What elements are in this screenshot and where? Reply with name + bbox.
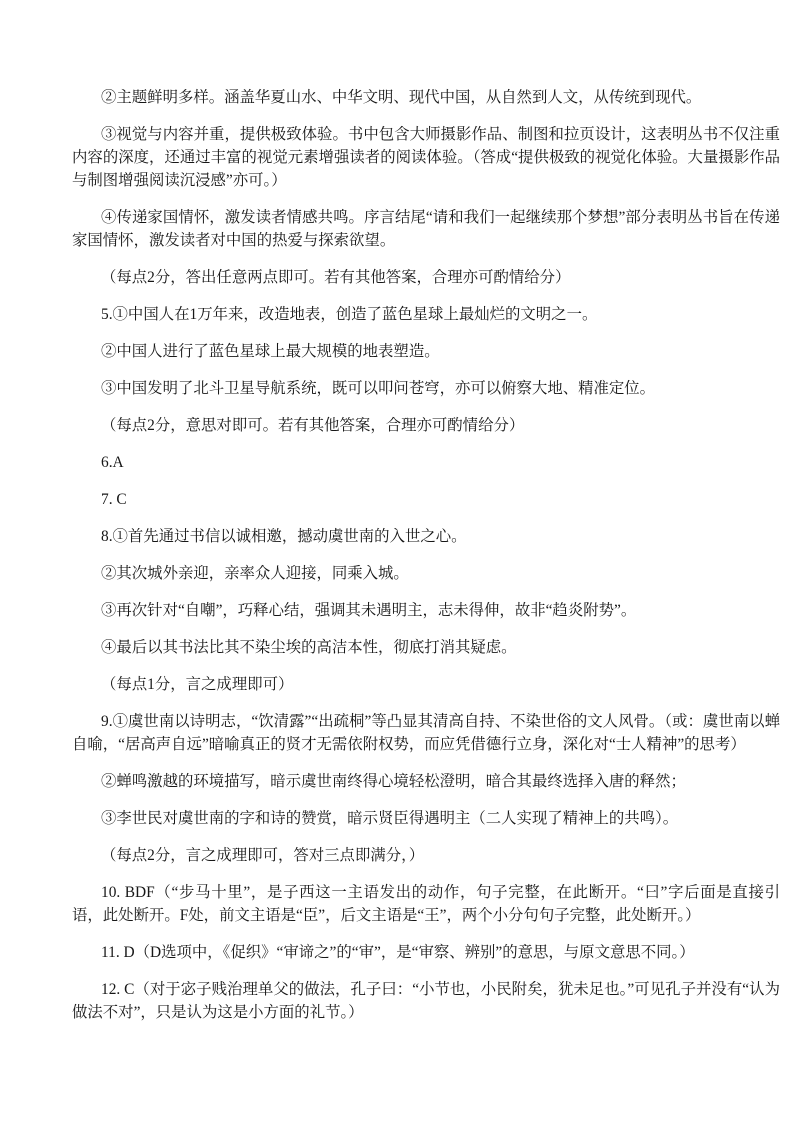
answer-paragraph: （每点2分，意思对即可。若有其他答案，合理亦可酌情给分） [101,417,525,434]
answer-paragraph: ③视觉与内容并重，提供极致体验。书中包含大师摄影作品、制图和拉页设计，这表明丛书不仅注重内容的深度，还通过丰富的视觉元素增强读者的阅读体验。（答成“提供极致的视觉化体验。大量摄影作品与制图增强阅读沉浸感”亦可。） [72,126,780,189]
answer-paragraph: ③再次针对“自嘲”，巧释心结，强调其未遇明主，志未得伸，故非“趋炎附势”。 [101,602,637,619]
answer-paragraph: 12. C（对于宓子贱治理单父的做法，孔子曰：“小节也，小民附矣，犹未足也。”可见孔子并没有“认为做法不对”，只是认为这是小方面的礼节。） [72,981,780,1021]
answer-paragraph: ②蝉鸣激越的环境描写，暗示虞世南终得心境轻松澄明，暗合其最终选择入唐的释然； [101,773,686,790]
answer-paragraph: ④传递家国情怀，激发读者情感共鸣。序言结尾“请和我们一起继续那个梦想”部分表明丛书旨在传递家国情怀，激发读者对中国的热爱与探索欲望。 [72,209,780,249]
answer-paragraph: 9.①虞世南以诗明志，“饮清露”“出疏桐”等凸显其清高自持、不染世俗的文人风骨。（或：虞世南以蝉自喻，“居高声自远”暗喻真正的贤才无需依附权势，而应凭借德行立身，深化对“士人精神”的思考） [72,713,780,753]
answer-paragraph: 11. D（D选项中，《促织》“审谛之”的“审”，是“审察、辨别”的意思，与原文意思不同。） [101,944,695,961]
answer-paragraph: ②其次城外亲迎，亲率众人迎接，同乘入城。 [101,565,409,582]
answer-paragraph: 6.A [101,454,124,471]
answer-paragraph: （每点2分，答出任意两点即可。若有其他答案，合理亦可酌情给分） [101,269,571,286]
answer-paragraph: ③中国发明了北斗卫星导航系统，既可以叩问苍穹，亦可以俯察大地、精准定位。 [101,380,656,397]
answer-paragraph: ③李世民对虞世南的字和诗的赞赏，暗示贤臣得遇明主（二人实现了精神上的共鸣）。 [101,810,679,827]
answer-paragraph: ②中国人进行了蓝色星球上最大规模的地表塑造。 [101,343,440,360]
answer-paragraph: ④最后以其书法比其不染尘埃的高洁本性，彻底打消其疑虑。 [101,639,517,656]
answer-paragraph: 8.①首先通过书信以诚相邀，撼动虞世南的入世之心。 [101,528,467,545]
document-body [72,86,780,1024]
answer-paragraph: 7. C [101,491,127,508]
answer-paragraph: （每点1分，言之成理即可） [101,676,294,693]
answer-paragraph: （每点2分，言之成理即可，答对三点即满分，） [101,847,425,864]
answer-paragraph: 5.①中国人在1万年来，改造地表，创造了蓝色星球上最灿烂的文明之一。 [101,306,598,323]
answer-paragraph: 10. BDF（“步马十里”，是子西这一主语发出的动作，句子完整，在此断开。“曰”字后面是直接引语，此处断开。F处，前文主语是“臣”，后文主语是“王”，两个小分句句子完整，此处断开。） [72,884,780,924]
answer-paragraph: ②主题鲜明多样。涵盖华夏山水、中华文明、现代中国，从自然到人文，从传统到现代。 [101,89,702,106]
